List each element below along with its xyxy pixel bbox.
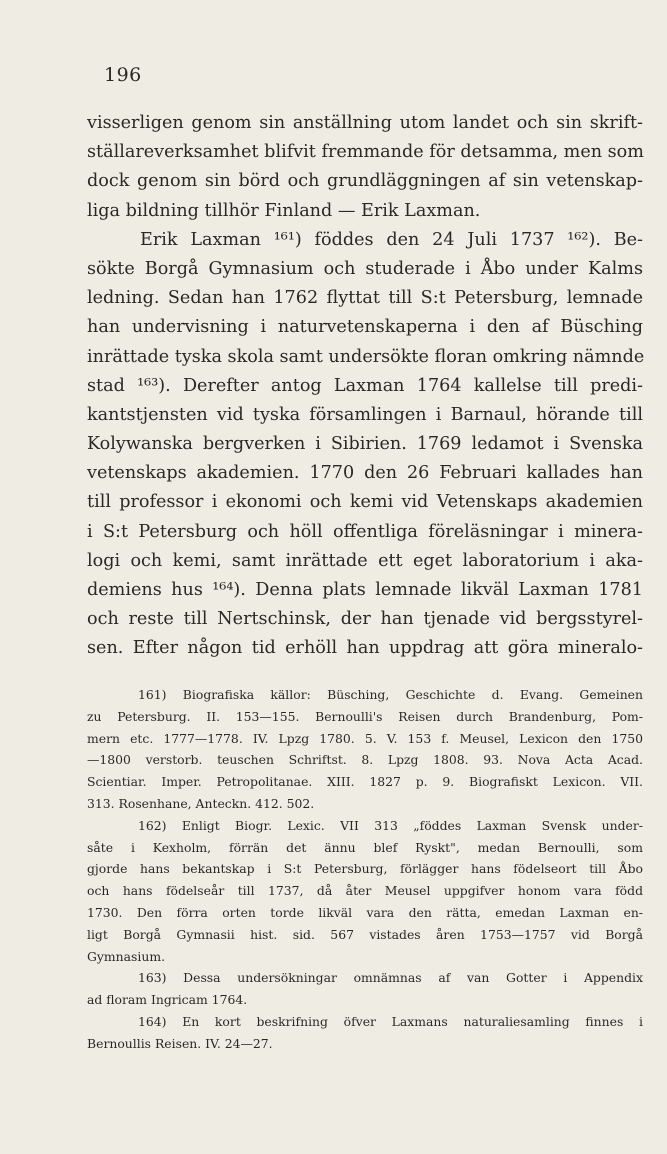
footnote-line: gjorde hans bekantskap i S:t Petersburg, förlägger hans födelseort till Åbo	[87, 861, 643, 877]
text-line: i S:t Petersburg och höll offentliga föreläsningar i minera-	[87, 521, 643, 542]
text-line: visserligen genom sin anställning utom landet och sin skrift-	[87, 113, 643, 133]
footnote-line: såte i Kexholm, förrän det ännu blef Ryskt", medan Bernoulli, som	[87, 839, 643, 855]
footnote-line: mern etc. 1777—1778. IV. Lpzg 1780. 5. V. 153 f. Meusel, Lexicon den 1750	[87, 730, 643, 746]
footnote-line: 162) Enligt Biogr. Lexic. VII 313 „föddes Laxman Svensk under-	[138, 817, 643, 833]
text-line: sen. Efter någon tid erhöll han uppdrag att göra mineralo-	[87, 638, 643, 659]
footnote-line: 1730. Den förra orten torde likväl vara den rätta, emedan Laxman en-	[87, 904, 643, 920]
text-line: till professor i ekonomi och kemi vid Vetenskaps akademien	[87, 492, 643, 513]
text-line: Kolywanska bergverken i Sibirien. 1769 ledamot i Svenska	[87, 434, 643, 455]
text-line: och reste till Nertschinsk, der han tjenade vid bergsstyrel-	[87, 609, 643, 630]
text-line: dock genom sin börd och grundläggningen af sin vetenskap-	[87, 171, 643, 192]
text-line: liga bildning tillhör Finland — Erik Laxman.	[87, 200, 481, 221]
text-line: ledning. Sedan han 1762 flyttat till S:t Petersburg, lemnade	[87, 288, 643, 309]
footnote-line: Scientiar. Imper. Petropolitanae. XIII. 1827 p. 9. Biografiskt Lexicon. VII.	[87, 774, 643, 790]
footnote-line: 161) Biografiska källor: Büsching, Geschichte d. Evang. Gemeinen	[138, 687, 643, 702]
footnote-line: Bernoullis Reisen. IV. 24—27.	[87, 1035, 273, 1051]
footnote-line: ligt Borgå Gymnasii hist. sid. 567 vistades åren 1753—1757 vid Borgå	[87, 926, 643, 942]
text-line: inrättade tyska skola samt undersökte floran omkring nämnde	[87, 346, 645, 367]
text-line: ställareverksamhet blifvit fremmande för detsamma, men som	[87, 142, 644, 163]
text-line: han undervisning i naturvetenskaperna i den af Büsching	[87, 317, 643, 338]
text-line: Erik Laxman ¹⁶¹) föddes den 24 Juli 1737 ¹⁶²). Be-	[140, 229, 643, 250]
text-line: sökte Borgå Gymnasium och studerade i Åbo under Kalms	[87, 258, 643, 279]
footnote-line: 163) Dessa undersökningar omnämnas af van Gotter i Appendix	[138, 970, 643, 986]
footnote-line: och hans födelseår till 1737, då åter Meusel uppgifver honom vara född	[87, 883, 643, 899]
footnote-line: ad floram Ingricam 1764.	[87, 992, 248, 1008]
footnotes	[87, 684, 643, 1055]
text-line: stad ¹⁶³). Derefter antog Laxman 1764 kallelse till predi-	[87, 375, 643, 396]
text-line: demiens hus ¹⁶⁴). Denna plats lemnade likväl Laxman 1781	[87, 580, 643, 600]
footnote-line: Gymnasium.	[87, 948, 166, 964]
text-line: kantstjensten vid tyska församlingen i Barnaul, hörande till	[87, 404, 643, 425]
footnote-line: 313. Rosenhane, Anteckn. 412. 502.	[87, 795, 315, 811]
footnote-line: zu Petersburg. II. 153—155. Bernoulli's Reisen durch Brandenburg, Pom-	[87, 708, 643, 724]
footnote-line: —1800 verstorb. teuschen Schriftst. 8. Lpzg 1808. 93. Nova Acta Acad.	[87, 752, 643, 768]
main-text	[87, 109, 643, 664]
text-line: vetenskaps akademien. 1770 den 26 Februari kallades han	[87, 463, 643, 484]
text-line: logi och kemi, samt inrättade ett eget laboratorium i aka-	[87, 550, 643, 571]
footnote-line: 164) En kort beskrifning öfver Laxmans naturaliesamling finnes i	[138, 1013, 643, 1029]
page-number: 196	[104, 64, 142, 86]
